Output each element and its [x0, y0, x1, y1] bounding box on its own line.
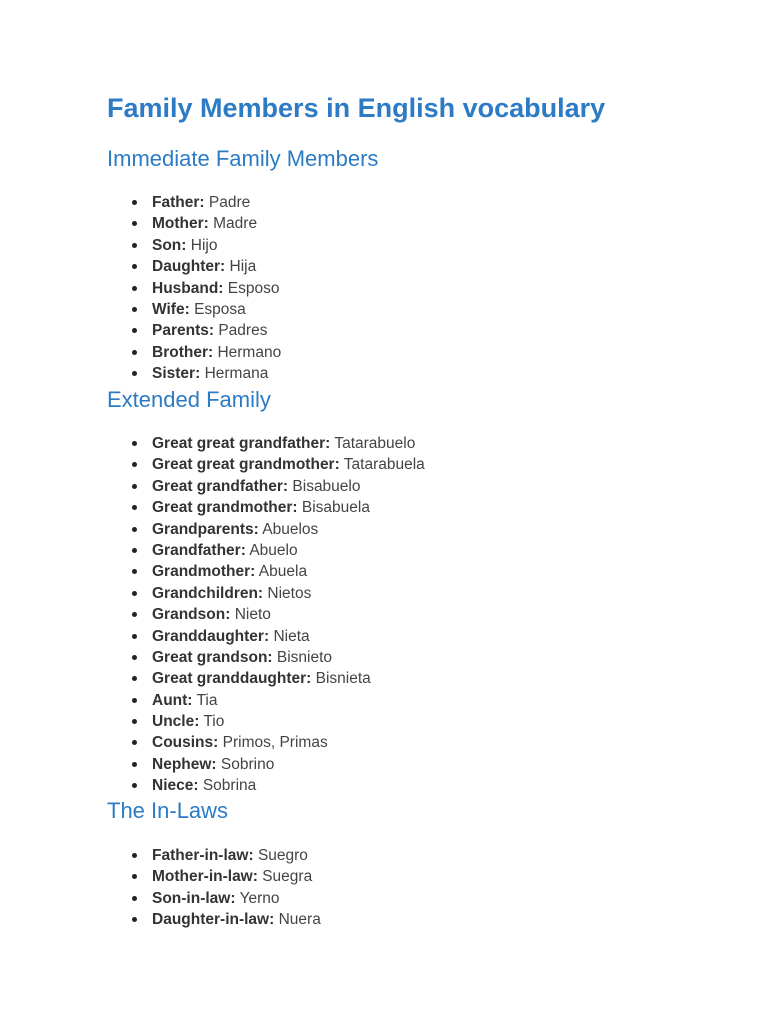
list-item: [107, 299, 281, 320]
vocab-translation: Tatarabuela: [343, 456, 425, 474]
vocab-term: Son-in-law:: [152, 889, 236, 907]
vocab-term: Parents:: [152, 322, 215, 340]
list-item: [107, 561, 425, 582]
vocab-translation: Bisnieta: [315, 670, 371, 688]
list-item: [107, 668, 425, 689]
vocab-term: Brother:: [152, 343, 214, 361]
immediate-family-list: [107, 192, 281, 385]
list-item: [107, 433, 425, 454]
vocab-term: Great great grandfather:: [152, 435, 331, 452]
vocab-translation: Yerno: [239, 889, 280, 907]
vocab-translation: Esposo: [227, 279, 280, 297]
section-heading-in-laws: The In-Laws: [107, 798, 229, 823]
vocab-translation: Abuela: [258, 563, 308, 581]
vocab-term: Great grandson:: [152, 648, 273, 666]
vocab-translation: Suegra: [262, 868, 313, 886]
vocab-term: Son:: [152, 236, 187, 254]
list-item: [107, 909, 321, 930]
vocab-translation: Nietos: [267, 584, 312, 602]
vocab-translation: Tatarabuelo: [334, 435, 416, 452]
vocab-term: Granddaughter:: [152, 627, 270, 645]
vocab-term: Mother-in-law:: [152, 868, 258, 886]
vocab-translation: Abuelos: [262, 520, 319, 538]
list-item: [107, 235, 281, 256]
vocab-term: Daughter:: [152, 258, 226, 276]
list-item: [107, 711, 425, 732]
vocab-term: Grandchildren:: [152, 584, 264, 602]
vocab-term: Niece:: [152, 777, 199, 795]
section-heading-immediate: Immediate Family Members: [107, 146, 379, 171]
vocab-term: Wife:: [152, 300, 190, 318]
list-item: [107, 497, 425, 518]
vocab-term: Great grandmother:: [152, 499, 298, 517]
vocab-translation: Bisabuelo: [292, 477, 361, 495]
list-item: [107, 626, 425, 647]
vocab-term: Husband:: [152, 279, 224, 297]
list-item: [107, 519, 425, 540]
vocab-translation: Hermano: [217, 343, 282, 361]
vocab-translation: Tia: [196, 691, 218, 709]
extended-family-list: [107, 433, 425, 797]
vocab-term: Mother:: [152, 215, 209, 233]
vocab-translation: Padres: [218, 322, 268, 340]
vocab-term: Nephew:: [152, 755, 217, 773]
list-item: [107, 363, 281, 384]
list-item: [107, 845, 321, 866]
vocab-term: Cousins:: [152, 734, 219, 752]
vocab-term: Aunt:: [152, 691, 193, 709]
vocab-term: Daughter-in-law:: [152, 911, 275, 929]
list-item: [107, 320, 281, 341]
page-title: Family Members in English vocabulary: [107, 93, 606, 123]
vocab-translation: Madre: [213, 215, 258, 233]
vocab-term: Grandparents:: [152, 520, 259, 538]
vocab-translation: Abuelo: [249, 541, 298, 559]
list-item: [107, 888, 321, 909]
in-laws-list: [107, 845, 321, 931]
list-item: [107, 476, 425, 497]
list-item: [107, 866, 321, 887]
list-item: [107, 775, 425, 796]
vocab-term: Uncle:: [152, 713, 200, 731]
list-item: [107, 754, 425, 775]
list-item: [107, 690, 425, 711]
list-item: [107, 213, 281, 234]
section-heading-extended: Extended Family: [107, 387, 271, 412]
vocab-term: Sister:: [152, 365, 201, 383]
vocab-term: Great granddaughter:: [152, 670, 312, 688]
vocab-term: Great grandfather:: [152, 477, 289, 495]
vocab-term: Grandmother:: [152, 563, 256, 581]
vocab-translation: Esposa: [194, 300, 246, 318]
vocab-term: Great great grandmother:: [152, 456, 340, 474]
vocab-translation: Hermana: [204, 365, 269, 383]
vocab-translation: Sobrino: [220, 755, 275, 773]
list-item: [107, 647, 425, 668]
vocab-translation: Nuera: [278, 911, 321, 929]
vocab-translation: Nieta: [273, 627, 310, 645]
vocab-translation: Hija: [229, 258, 257, 276]
list-item: [107, 583, 425, 604]
list-item: [107, 256, 281, 277]
vocab-translation: Nieto: [234, 606, 271, 624]
vocab-translation: Padre: [208, 194, 251, 211]
list-item: [107, 604, 425, 625]
vocab-translation: Sobrina: [202, 777, 257, 795]
list-item: [107, 540, 425, 561]
list-item: [107, 342, 281, 363]
list-item: [107, 192, 281, 213]
list-item: [107, 732, 425, 753]
vocab-term: Grandson:: [152, 606, 231, 624]
list-item: [107, 278, 281, 299]
vocab-term: Father-in-law:: [152, 847, 254, 864]
vocab-translation: Hijo: [190, 236, 218, 254]
vocab-translation: Tio: [203, 713, 225, 731]
vocab-translation: Primos, Primas: [222, 734, 328, 752]
vocab-translation: Bisabuela: [301, 499, 370, 517]
list-item: [107, 454, 425, 475]
vocab-translation: Suegro: [257, 847, 308, 864]
vocab-term: Grandfather:: [152, 541, 246, 559]
vocab-term: Father:: [152, 194, 205, 211]
vocab-translation: Bisnieto: [276, 648, 333, 666]
